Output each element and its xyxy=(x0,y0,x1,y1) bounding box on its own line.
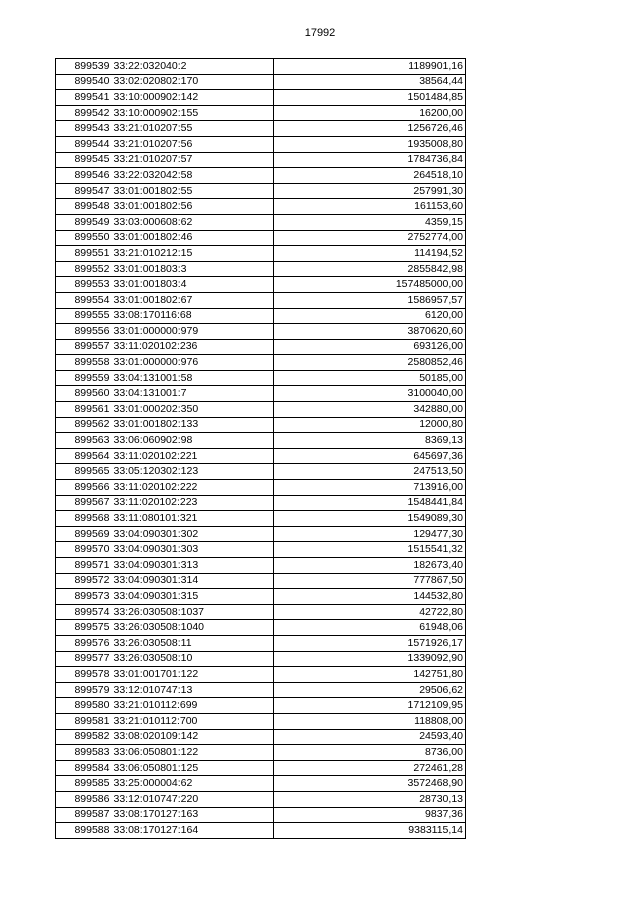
cadastral-value-cell: 4359,15 xyxy=(274,214,466,230)
cadastral-value-cell: 8736,00 xyxy=(274,745,466,761)
cadastral-number-cell: 33:21:010207:57 xyxy=(112,152,274,168)
table-row xyxy=(56,791,466,807)
table-row xyxy=(56,448,466,464)
cadastral-number-cell: 33:01:001701:122 xyxy=(112,667,274,683)
row-number-cell: 899556 xyxy=(56,324,112,340)
cadastral-value-cell: 129477,30 xyxy=(274,526,466,542)
cadastral-value-cell: 645697,36 xyxy=(274,448,466,464)
table-row xyxy=(56,370,466,386)
row-number-cell: 899581 xyxy=(56,713,112,729)
cadastral-number-cell: 33:05:120302:123 xyxy=(112,464,274,480)
table-row xyxy=(56,230,466,246)
row-number-cell: 899557 xyxy=(56,339,112,355)
cadastral-number-cell: 33:01:001802:67 xyxy=(112,292,274,308)
table-row xyxy=(56,558,466,574)
cadastral-number-cell: 33:21:010112:699 xyxy=(112,698,274,714)
cadastral-value-cell: 247513,50 xyxy=(274,464,466,480)
table-row xyxy=(56,698,466,714)
cadastral-number-cell: 33:26:030508:11 xyxy=(112,635,274,651)
cadastral-value-cell: 713916,00 xyxy=(274,480,466,496)
cadastral-number-cell: 33:26:030508:10 xyxy=(112,651,274,667)
row-number-cell: 899574 xyxy=(56,604,112,620)
table-row xyxy=(56,386,466,402)
cadastral-value-cell: 1256726,46 xyxy=(274,121,466,137)
cadastral-value-cell: 6120,00 xyxy=(274,308,466,324)
table-row xyxy=(56,339,466,355)
cadastral-value-cell: 264518,10 xyxy=(274,168,466,184)
row-number-cell: 899588 xyxy=(56,823,112,839)
table-row xyxy=(56,59,466,75)
table-row xyxy=(56,246,466,262)
row-number-cell: 899550 xyxy=(56,230,112,246)
row-number-cell: 899586 xyxy=(56,791,112,807)
row-number-cell: 899583 xyxy=(56,745,112,761)
cadastral-value-cell: 1712109,95 xyxy=(274,698,466,714)
cadastral-number-cell: 33:01:000000:979 xyxy=(112,324,274,340)
row-number-cell: 899563 xyxy=(56,433,112,449)
cadastral-value-cell: 1549089,30 xyxy=(274,511,466,527)
cadastral-value-cell: 777867,50 xyxy=(274,573,466,589)
row-number-cell: 899577 xyxy=(56,651,112,667)
row-number-cell: 899568 xyxy=(56,511,112,527)
table-row xyxy=(56,511,466,527)
cadastral-value-table xyxy=(55,58,466,839)
row-number-cell: 899539 xyxy=(56,59,112,75)
table-row xyxy=(56,760,466,776)
table-row xyxy=(56,667,466,683)
cadastral-value-cell: 8369,13 xyxy=(274,433,466,449)
cadastral-value-cell: 257991,30 xyxy=(274,183,466,199)
cadastral-value-cell: 1586957,57 xyxy=(274,292,466,308)
cadastral-value-cell: 42722,80 xyxy=(274,604,466,620)
cadastral-value-cell: 3100040,00 xyxy=(274,386,466,402)
table-row xyxy=(56,729,466,745)
cadastral-value-cell: 1548441,84 xyxy=(274,495,466,511)
table-row xyxy=(56,199,466,215)
cadastral-number-cell: 33:01:001802:55 xyxy=(112,183,274,199)
cadastral-number-cell: 33:11:020102:221 xyxy=(112,448,274,464)
cadastral-value-cell: 161153,60 xyxy=(274,199,466,215)
row-number-cell: 899562 xyxy=(56,417,112,433)
cadastral-number-cell: 33:04:090301:315 xyxy=(112,589,274,605)
cadastral-value-cell: 342880,00 xyxy=(274,402,466,418)
cadastral-number-cell: 33:21:010207:55 xyxy=(112,121,274,137)
table-row xyxy=(56,776,466,792)
row-number-cell: 899569 xyxy=(56,526,112,542)
cadastral-number-cell: 33:04:131001:7 xyxy=(112,386,274,402)
cadastral-number-cell: 33:04:090301:302 xyxy=(112,526,274,542)
table-row xyxy=(56,651,466,667)
cadastral-number-cell: 33:26:030508:1037 xyxy=(112,604,274,620)
table-row xyxy=(56,214,466,230)
table-row xyxy=(56,464,466,480)
cadastral-number-cell: 33:04:090301:314 xyxy=(112,573,274,589)
cadastral-value-cell: 61948,06 xyxy=(274,620,466,636)
row-number-cell: 899578 xyxy=(56,667,112,683)
row-number-cell: 899545 xyxy=(56,152,112,168)
row-number-cell: 899565 xyxy=(56,464,112,480)
table-row xyxy=(56,324,466,340)
table-row xyxy=(56,526,466,542)
cadastral-number-cell: 33:11:020102:236 xyxy=(112,339,274,355)
cadastral-value-cell: 9383115,14 xyxy=(274,823,466,839)
row-number-cell: 899564 xyxy=(56,448,112,464)
cadastral-value-cell: 2580852,46 xyxy=(274,355,466,371)
cadastral-value-cell: 272461,28 xyxy=(274,760,466,776)
cadastral-value-cell: 29506,62 xyxy=(274,682,466,698)
cadastral-number-cell: 33:06:050801:125 xyxy=(112,760,274,776)
cadastral-number-cell: 33:25:000004:62 xyxy=(112,776,274,792)
row-number-cell: 899579 xyxy=(56,682,112,698)
cadastral-number-cell: 33:10:000902:142 xyxy=(112,90,274,106)
table-row xyxy=(56,105,466,121)
row-number-cell: 899575 xyxy=(56,620,112,636)
cadastral-value-cell: 114194,52 xyxy=(274,246,466,262)
cadastral-number-cell: 33:04:090301:303 xyxy=(112,542,274,558)
cadastral-number-cell: 33:08:170127:164 xyxy=(112,823,274,839)
cadastral-number-cell: 33:08:170127:163 xyxy=(112,807,274,823)
row-number-cell: 899580 xyxy=(56,698,112,714)
cadastral-number-cell: 33:21:010212:15 xyxy=(112,246,274,262)
cadastral-value-cell: 157485000,00 xyxy=(274,277,466,293)
cadastral-value-cell: 28730,13 xyxy=(274,791,466,807)
cadastral-number-cell: 33:22:032040:2 xyxy=(112,59,274,75)
row-number-cell: 899572 xyxy=(56,573,112,589)
table-row xyxy=(56,682,466,698)
cadastral-number-cell: 33:26:030508:1040 xyxy=(112,620,274,636)
cadastral-number-cell: 33:04:090301:313 xyxy=(112,558,274,574)
cadastral-value-cell: 3572468,90 xyxy=(274,776,466,792)
row-number-cell: 899560 xyxy=(56,386,112,402)
row-number-cell: 899540 xyxy=(56,74,112,90)
table-row xyxy=(56,168,466,184)
table-row xyxy=(56,121,466,137)
cadastral-value-cell: 16200,00 xyxy=(274,105,466,121)
cadastral-value-cell: 12000,80 xyxy=(274,417,466,433)
table-row xyxy=(56,620,466,636)
row-number-cell: 899584 xyxy=(56,760,112,776)
table-row xyxy=(56,495,466,511)
cadastral-value-cell: 3870620,60 xyxy=(274,324,466,340)
row-number-cell: 899551 xyxy=(56,246,112,262)
cadastral-value-cell: 693126,00 xyxy=(274,339,466,355)
row-number-cell: 899582 xyxy=(56,729,112,745)
table-row xyxy=(56,807,466,823)
table-row xyxy=(56,480,466,496)
row-number-cell: 899555 xyxy=(56,308,112,324)
table-row xyxy=(56,635,466,651)
table-row xyxy=(56,713,466,729)
table-row xyxy=(56,573,466,589)
row-number-cell: 899547 xyxy=(56,183,112,199)
cadastral-number-cell: 33:08:020109:142 xyxy=(112,729,274,745)
cadastral-number-cell: 33:01:000000:976 xyxy=(112,355,274,371)
row-number-cell: 899553 xyxy=(56,277,112,293)
table-row xyxy=(56,604,466,620)
table-row xyxy=(56,308,466,324)
row-number-cell: 899554 xyxy=(56,292,112,308)
table-row xyxy=(56,277,466,293)
cadastral-number-cell: 33:01:001802:56 xyxy=(112,199,274,215)
table-row xyxy=(56,136,466,152)
table-row xyxy=(56,292,466,308)
cadastral-value-cell: 2752774,00 xyxy=(274,230,466,246)
cadastral-number-cell: 33:12:010747:13 xyxy=(112,682,274,698)
cadastral-value-cell: 1515541,32 xyxy=(274,542,466,558)
cadastral-value-cell: 2855842,98 xyxy=(274,261,466,277)
cadastral-number-cell: 33:01:001802:46 xyxy=(112,230,274,246)
row-number-cell: 899558 xyxy=(56,355,112,371)
row-number-cell: 899561 xyxy=(56,402,112,418)
table-row xyxy=(56,433,466,449)
row-number-cell: 899541 xyxy=(56,90,112,106)
table-row xyxy=(56,90,466,106)
cadastral-value-cell: 1784736,84 xyxy=(274,152,466,168)
cadastral-number-cell: 33:04:131001:58 xyxy=(112,370,274,386)
cadastral-number-cell: 33:01:001802:133 xyxy=(112,417,274,433)
cadastral-number-cell: 33:03:000608:62 xyxy=(112,214,274,230)
cadastral-value-cell: 1935008,80 xyxy=(274,136,466,152)
table-row xyxy=(56,355,466,371)
row-number-cell: 899543 xyxy=(56,121,112,137)
row-number-cell: 899570 xyxy=(56,542,112,558)
cadastral-number-cell: 33:11:080101:321 xyxy=(112,511,274,527)
cadastral-number-cell: 33:06:060902:98 xyxy=(112,433,274,449)
cadastral-number-cell: 33:21:010112:700 xyxy=(112,713,274,729)
cadastral-number-cell: 33:01:001803:3 xyxy=(112,261,274,277)
table-row xyxy=(56,183,466,199)
table-row xyxy=(56,261,466,277)
cadastral-value-cell: 118808,00 xyxy=(274,713,466,729)
row-number-cell: 899552 xyxy=(56,261,112,277)
row-number-cell: 899587 xyxy=(56,807,112,823)
table-row xyxy=(56,823,466,839)
cadastral-number-cell: 33:08:170116:68 xyxy=(112,308,274,324)
row-number-cell: 899585 xyxy=(56,776,112,792)
row-number-cell: 899571 xyxy=(56,558,112,574)
cadastral-number-cell: 33:02:020802:170 xyxy=(112,74,274,90)
cadastral-number-cell: 33:11:020102:223 xyxy=(112,495,274,511)
row-number-cell: 899566 xyxy=(56,480,112,496)
cadastral-number-cell: 33:12:010747:220 xyxy=(112,791,274,807)
cadastral-number-cell: 33:11:020102:222 xyxy=(112,480,274,496)
cadastral-value-cell: 1189901,16 xyxy=(274,59,466,75)
cadastral-value-cell: 1501484,85 xyxy=(274,90,466,106)
row-number-cell: 899567 xyxy=(56,495,112,511)
row-number-cell: 899559 xyxy=(56,370,112,386)
row-number-cell: 899576 xyxy=(56,635,112,651)
cadastral-value-cell: 182673,40 xyxy=(274,558,466,574)
row-number-cell: 899546 xyxy=(56,168,112,184)
cadastral-number-cell: 33:01:001803:4 xyxy=(112,277,274,293)
cadastral-number-cell: 33:01:000202:350 xyxy=(112,402,274,418)
row-number-cell: 899542 xyxy=(56,105,112,121)
row-number-cell: 899549 xyxy=(56,214,112,230)
cadastral-value-cell: 9837,36 xyxy=(274,807,466,823)
table-row xyxy=(56,417,466,433)
cadastral-number-cell: 33:21:010207:56 xyxy=(112,136,274,152)
row-number-cell: 899573 xyxy=(56,589,112,605)
page-number: 17992 xyxy=(304,27,336,39)
cadastral-number-cell: 33:22:032042:58 xyxy=(112,168,274,184)
table-row xyxy=(56,542,466,558)
cadastral-value-cell: 24593,40 xyxy=(274,729,466,745)
table-row xyxy=(56,745,466,761)
table-row xyxy=(56,74,466,90)
cadastral-number-cell: 33:06:050801:122 xyxy=(112,745,274,761)
cadastral-value-cell: 1571926,17 xyxy=(274,635,466,651)
table-row xyxy=(56,152,466,168)
table-row xyxy=(56,589,466,605)
cadastral-value-cell: 38564,44 xyxy=(274,74,466,90)
cadastral-value-cell: 144532,80 xyxy=(274,589,466,605)
table-body xyxy=(56,59,466,839)
row-number-cell: 899548 xyxy=(56,199,112,215)
cadastral-number-cell: 33:10:000902:155 xyxy=(112,105,274,121)
cadastral-value-cell: 142751,80 xyxy=(274,667,466,683)
row-number-cell: 899544 xyxy=(56,136,112,152)
cadastral-value-cell: 1339092,90 xyxy=(274,651,466,667)
cadastral-value-cell: 50185,00 xyxy=(274,370,466,386)
table-row xyxy=(56,402,466,418)
